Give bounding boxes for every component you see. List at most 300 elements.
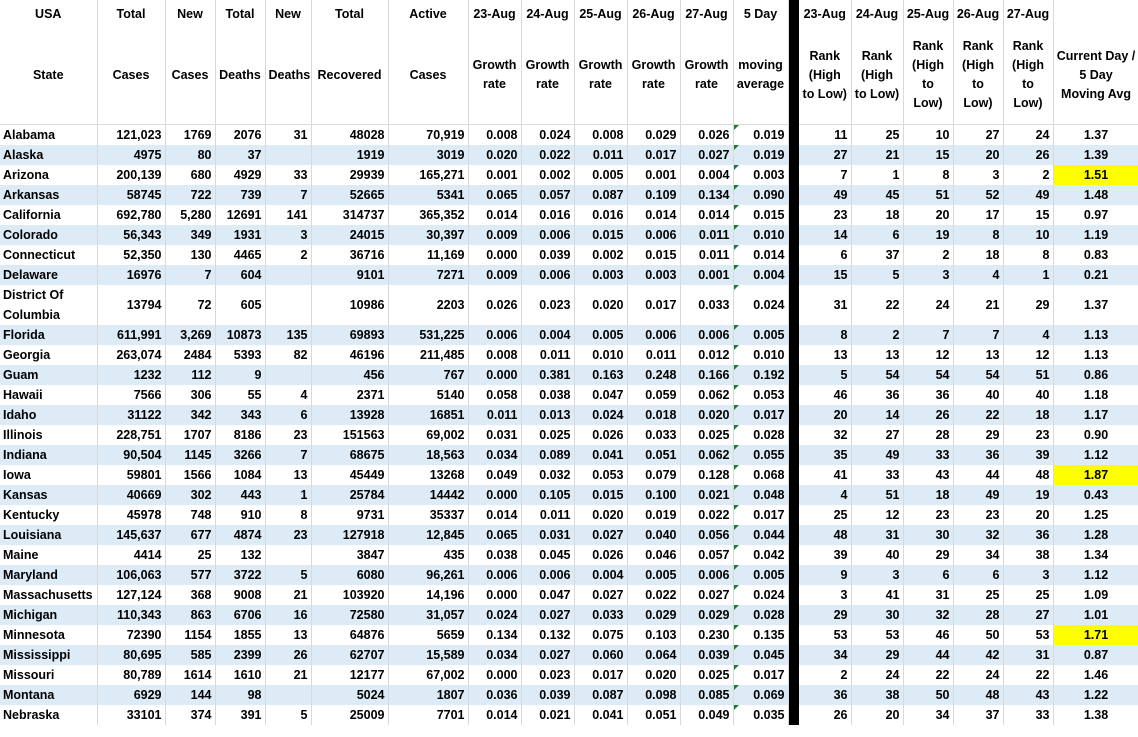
data-cell: 18 <box>851 205 903 225</box>
data-cell: 0.051 <box>627 445 680 465</box>
data-cell: 531,225 <box>388 325 468 345</box>
data-cell: 0.029 <box>627 605 680 625</box>
data-cell: 0.027 <box>521 605 574 625</box>
data-cell: 0.044 <box>733 525 788 545</box>
state-name: Kansas <box>0 485 97 505</box>
data-cell: 18 <box>1003 405 1053 425</box>
data-cell: 0.031 <box>468 425 521 445</box>
data-cell: 19 <box>903 225 953 245</box>
data-cell: 36 <box>851 385 903 405</box>
data-cell: 0.016 <box>521 205 574 225</box>
column-divider <box>788 325 799 345</box>
data-cell: 1.19 <box>1053 225 1138 245</box>
data-cell: 1154 <box>165 625 215 645</box>
data-cell: 32 <box>903 605 953 625</box>
data-cell: 10873 <box>215 325 265 345</box>
data-cell: 9101 <box>311 265 388 285</box>
data-cell: 0.83 <box>1053 245 1138 265</box>
data-cell: 58745 <box>97 185 165 205</box>
data-cell: 10 <box>1003 225 1053 245</box>
data-cell: 0.024 <box>574 405 627 425</box>
table-row <box>0 325 1138 345</box>
data-cell: 1.39 <box>1053 145 1138 165</box>
data-cell: 0.019 <box>733 145 788 165</box>
data-cell: 32 <box>953 525 1003 545</box>
data-cell: 23 <box>953 505 1003 525</box>
data-cell: 0.040 <box>627 525 680 545</box>
data-cell: 0.062 <box>680 385 733 405</box>
data-cell: 53 <box>799 625 851 645</box>
data-cell: 2 <box>265 245 311 265</box>
data-cell: 0.011 <box>468 405 521 425</box>
table-row <box>0 265 1138 285</box>
data-cell: 27 <box>953 124 1003 145</box>
data-cell: 26 <box>903 405 953 425</box>
data-cell: 22 <box>903 665 953 685</box>
state-name: Iowa <box>0 465 97 485</box>
data-cell: 0.008 <box>468 345 521 365</box>
data-cell: 0.025 <box>680 425 733 445</box>
table-row <box>0 625 1138 645</box>
header-cell: Rank (High to Low) <box>851 27 903 124</box>
data-cell: 13 <box>799 345 851 365</box>
data-cell: 0.087 <box>574 685 627 705</box>
data-cell: 0.005 <box>627 565 680 585</box>
data-cell: 14 <box>851 405 903 425</box>
data-cell: 0.024 <box>733 585 788 605</box>
data-cell: 54 <box>851 365 903 385</box>
data-cell: 23 <box>1003 425 1053 445</box>
data-cell: 391 <box>215 705 265 725</box>
data-cell: 0.000 <box>468 665 521 685</box>
data-cell: 0.048 <box>733 485 788 505</box>
data-cell: 6 <box>953 565 1003 585</box>
data-cell: 80,695 <box>97 645 165 665</box>
data-cell: 0.86 <box>1053 365 1138 385</box>
data-cell: 31 <box>799 285 851 325</box>
data-cell: 56,343 <box>97 225 165 245</box>
data-cell: 67,002 <box>388 665 468 685</box>
data-cell: 0.025 <box>521 425 574 445</box>
data-cell: 1084 <box>215 465 265 485</box>
column-divider <box>788 225 799 245</box>
data-cell: 31 <box>903 585 953 605</box>
data-cell: 6706 <box>215 605 265 625</box>
data-cell: 0.024 <box>468 605 521 625</box>
data-cell: 8 <box>799 325 851 345</box>
state-name: Colorado <box>0 225 97 245</box>
data-cell: 0.033 <box>627 425 680 445</box>
data-cell: 23 <box>903 505 953 525</box>
column-divider <box>788 205 799 225</box>
state-name: Illinois <box>0 425 97 445</box>
data-cell: 8 <box>953 225 1003 245</box>
data-cell: 0.005 <box>574 325 627 345</box>
data-cell: 3 <box>953 165 1003 185</box>
data-cell: 25 <box>799 505 851 525</box>
data-cell: 0.009 <box>468 265 521 285</box>
data-cell: 0.003 <box>627 265 680 285</box>
data-cell: 0.006 <box>680 565 733 585</box>
data-cell: 49 <box>799 185 851 205</box>
data-cell: 1.37 <box>1053 285 1138 325</box>
state-name: Florida <box>0 325 97 345</box>
data-cell: 0.000 <box>468 585 521 605</box>
data-cell: 37 <box>953 705 1003 725</box>
data-cell: 3 <box>799 585 851 605</box>
data-cell: 14 <box>799 225 851 245</box>
data-cell: 0.053 <box>733 385 788 405</box>
header-row-top <box>0 0 1138 27</box>
state-name: Michigan <box>0 605 97 625</box>
data-cell: 0.049 <box>680 705 733 725</box>
data-cell: 25 <box>1003 585 1053 605</box>
data-cell: 31122 <box>97 405 165 425</box>
data-cell: 0.87 <box>1053 645 1138 665</box>
data-cell: 722 <box>165 185 215 205</box>
data-cell: 0.021 <box>680 485 733 505</box>
state-name: Arizona <box>0 165 97 185</box>
data-cell: 0.026 <box>680 124 733 145</box>
header-cell: Rank (High to Low) <box>1003 27 1053 124</box>
data-cell: 11,169 <box>388 245 468 265</box>
state-name: Georgia <box>0 345 97 365</box>
data-cell: 7 <box>265 185 311 205</box>
data-cell: 0.047 <box>521 585 574 605</box>
data-cell: 1.18 <box>1053 385 1138 405</box>
column-divider <box>788 605 799 625</box>
data-cell: 5 <box>265 565 311 585</box>
data-cell: 0.014 <box>627 205 680 225</box>
data-cell: 0.001 <box>680 265 733 285</box>
data-cell: 0.036 <box>468 685 521 705</box>
data-cell: 40669 <box>97 485 165 505</box>
data-cell: 38 <box>1003 545 1053 565</box>
data-cell: 7271 <box>388 265 468 285</box>
data-cell: 45978 <box>97 505 165 525</box>
data-cell: 34 <box>953 545 1003 565</box>
data-cell: 0.020 <box>574 505 627 525</box>
header-cell: Growth rate <box>521 27 574 124</box>
data-cell: 36 <box>953 445 1003 465</box>
data-cell: 863 <box>165 605 215 625</box>
data-cell: 130 <box>165 245 215 265</box>
data-cell: 577 <box>165 565 215 585</box>
header-cell: 27-Aug <box>680 0 733 27</box>
data-cell: 4 <box>799 485 851 505</box>
data-cell: 40 <box>953 385 1003 405</box>
column-divider <box>788 685 799 705</box>
header-cell: Deaths <box>215 27 265 124</box>
data-cell: 2484 <box>165 345 215 365</box>
column-divider <box>788 405 799 425</box>
data-cell: 0.019 <box>627 505 680 525</box>
data-cell: 11 <box>799 124 851 145</box>
column-divider <box>788 445 799 465</box>
header-cell: Rank (High to Low) <box>903 27 953 124</box>
data-cell: 25 <box>851 124 903 145</box>
data-cell: 0.109 <box>627 185 680 205</box>
header-cell: Active <box>388 0 468 27</box>
data-cell: 8 <box>903 165 953 185</box>
data-cell: 0.033 <box>680 285 733 325</box>
column-divider <box>788 27 799 124</box>
data-cell: 10 <box>903 124 953 145</box>
data-cell: 36716 <box>311 245 388 265</box>
data-cell: 306 <box>165 385 215 405</box>
data-cell: 0.015 <box>627 245 680 265</box>
data-cell: 69,002 <box>388 425 468 445</box>
state-name: Louisiana <box>0 525 97 545</box>
data-cell: 0.017 <box>627 145 680 165</box>
data-cell: 72 <box>165 285 215 325</box>
data-cell: 0.003 <box>733 165 788 185</box>
data-cell: 0.051 <box>627 705 680 725</box>
data-cell: 0.079 <box>627 465 680 485</box>
data-cell: 48028 <box>311 124 388 145</box>
data-cell: 5,280 <box>165 205 215 225</box>
data-cell: 53 <box>1003 625 1053 645</box>
data-cell: 4929 <box>215 165 265 185</box>
data-cell: 1.25 <box>1053 505 1138 525</box>
header-cell: Growth rate <box>680 27 733 124</box>
data-cell: 0.041 <box>574 705 627 725</box>
data-cell: 9008 <box>215 585 265 605</box>
data-cell: 18 <box>953 245 1003 265</box>
data-cell: 33101 <box>97 705 165 725</box>
data-cell: 5 <box>265 705 311 725</box>
state-name: California <box>0 205 97 225</box>
data-cell: 36 <box>903 385 953 405</box>
table-row <box>0 124 1138 145</box>
data-cell: 0.027 <box>680 585 733 605</box>
data-cell: 0.020 <box>627 665 680 685</box>
table-row <box>0 285 1138 325</box>
table-row <box>0 425 1138 445</box>
data-cell: 16 <box>265 605 311 625</box>
data-cell: 0.001 <box>627 165 680 185</box>
data-cell: 0.97 <box>1053 205 1138 225</box>
table-row <box>0 485 1138 505</box>
data-cell: 52 <box>953 185 1003 205</box>
header-cell: 26-Aug <box>627 0 680 27</box>
data-cell: 5024 <box>311 685 388 705</box>
data-cell: 25 <box>953 585 1003 605</box>
data-cell: 374 <box>165 705 215 725</box>
data-cell: 2371 <box>311 385 388 405</box>
data-cell: 23 <box>265 525 311 545</box>
data-cell: 0.041 <box>574 445 627 465</box>
data-cell: 15 <box>799 265 851 285</box>
data-cell: 0.001 <box>468 165 521 185</box>
data-cell: 0.011 <box>521 345 574 365</box>
data-cell: 1.22 <box>1053 685 1138 705</box>
state-name: Guam <box>0 365 97 385</box>
data-cell: 0.015 <box>574 485 627 505</box>
data-cell: 1566 <box>165 465 215 485</box>
data-cell: 54 <box>903 365 953 385</box>
data-cell: 0.057 <box>680 545 733 565</box>
data-cell: 39 <box>1003 445 1053 465</box>
data-cell: 0.006 <box>521 265 574 285</box>
state-name: Montana <box>0 685 97 705</box>
data-cell: 0.058 <box>468 385 521 405</box>
data-cell: 15 <box>1003 205 1053 225</box>
header-row-bottom <box>0 27 1138 124</box>
data-cell: 12177 <box>311 665 388 685</box>
data-cell: 0.000 <box>468 245 521 265</box>
data-cell: 2 <box>799 665 851 685</box>
data-cell: 767 <box>388 365 468 385</box>
table-row <box>0 385 1138 405</box>
header-cell: Rank (High to Low) <box>799 27 851 124</box>
header-cell: Cases <box>388 27 468 124</box>
column-divider <box>788 465 799 485</box>
data-cell: 43 <box>1003 685 1053 705</box>
data-cell: 611,991 <box>97 325 165 345</box>
data-cell: 0.006 <box>521 565 574 585</box>
table-row <box>0 565 1138 585</box>
data-cell <box>265 545 311 565</box>
data-cell: 0.038 <box>468 545 521 565</box>
column-divider <box>788 0 799 27</box>
data-cell: 15,589 <box>388 645 468 665</box>
data-cell <box>265 285 311 325</box>
data-cell: 27 <box>799 145 851 165</box>
header-cell <box>1053 0 1138 27</box>
data-cell: 13 <box>265 625 311 645</box>
data-cell: 0.039 <box>521 685 574 705</box>
data-cell: 5341 <box>388 185 468 205</box>
data-cell: 8186 <box>215 425 265 445</box>
data-cell: 5 <box>851 265 903 285</box>
state-name: District Of Columbia <box>0 285 97 325</box>
data-cell: 605 <box>215 285 265 325</box>
data-cell: 0.031 <box>521 525 574 545</box>
data-cell: 0.017 <box>627 285 680 325</box>
data-cell: 22 <box>851 285 903 325</box>
data-cell: 4465 <box>215 245 265 265</box>
data-cell: 3 <box>851 565 903 585</box>
data-cell: 435 <box>388 545 468 565</box>
table-row <box>0 365 1138 385</box>
table-row <box>0 345 1138 365</box>
data-cell: 1.34 <box>1053 545 1138 565</box>
data-cell: 0.005 <box>733 565 788 585</box>
data-cell: 24 <box>851 665 903 685</box>
data-cell: 0.042 <box>733 545 788 565</box>
column-divider <box>788 525 799 545</box>
data-cell: 0.011 <box>521 505 574 525</box>
table-row <box>0 225 1138 245</box>
data-cell: 200,139 <box>97 165 165 185</box>
state-name: Mississippi <box>0 645 97 665</box>
data-cell: 910 <box>215 505 265 525</box>
data-cell <box>265 685 311 705</box>
data-cell: 18,563 <box>388 445 468 465</box>
data-cell: 1.01 <box>1053 605 1138 625</box>
data-cell: 0.034 <box>468 645 521 665</box>
data-cell: 1.13 <box>1053 345 1138 365</box>
data-cell: 1807 <box>388 685 468 705</box>
data-cell: 680 <box>165 165 215 185</box>
data-cell: 0.089 <box>521 445 574 465</box>
data-cell: 13 <box>265 465 311 485</box>
data-cell: 0.014 <box>733 245 788 265</box>
state-name: Indiana <box>0 445 97 465</box>
data-cell: 28 <box>953 605 1003 625</box>
data-cell: 135 <box>265 325 311 345</box>
data-cell: 12,845 <box>388 525 468 545</box>
data-cell: 0.028 <box>733 605 788 625</box>
header-cell: Growth rate <box>468 27 521 124</box>
data-cell: 5 <box>799 365 851 385</box>
data-cell: 6 <box>799 245 851 265</box>
header-cell: Growth rate <box>574 27 627 124</box>
data-cell: 41 <box>851 585 903 605</box>
data-cell: 21 <box>265 665 311 685</box>
data-cell: 1.46 <box>1053 665 1138 685</box>
data-cell: 604 <box>215 265 265 285</box>
data-cell: 6 <box>851 225 903 245</box>
data-cell: 0.065 <box>468 185 521 205</box>
data-cell: 0.008 <box>574 124 627 145</box>
data-cell: 443 <box>215 485 265 505</box>
data-cell: 26 <box>265 645 311 665</box>
data-cell: 55 <box>215 385 265 405</box>
data-cell: 141 <box>265 205 311 225</box>
data-cell: 32 <box>799 425 851 445</box>
column-divider <box>788 165 799 185</box>
data-cell: 13 <box>851 345 903 365</box>
data-cell: 3722 <box>215 565 265 585</box>
data-cell: 0.062 <box>680 445 733 465</box>
column-divider <box>788 545 799 565</box>
data-cell: 302 <box>165 485 215 505</box>
header-cell: Cases <box>97 27 165 124</box>
data-cell: 0.027 <box>574 585 627 605</box>
data-cell: 0.011 <box>574 145 627 165</box>
data-cell: 132 <box>215 545 265 565</box>
data-cell: 69893 <box>311 325 388 345</box>
data-cell: 1.28 <box>1053 525 1138 545</box>
data-cell: 0.069 <box>733 685 788 705</box>
data-cell: 0.000 <box>468 365 521 385</box>
data-cell: 1919 <box>311 145 388 165</box>
data-cell: 0.017 <box>733 405 788 425</box>
state-name: Missouri <box>0 665 97 685</box>
data-cell: 0.024 <box>521 124 574 145</box>
data-cell: 1.87 <box>1053 465 1138 485</box>
data-cell: 0.057 <box>521 185 574 205</box>
state-name: Hawaii <box>0 385 97 405</box>
data-cell: 127,124 <box>97 585 165 605</box>
state-name: Idaho <box>0 405 97 425</box>
data-cell: 4414 <box>97 545 165 565</box>
data-cell: 16976 <box>97 265 165 285</box>
data-cell: 30 <box>851 605 903 625</box>
data-cell: 0.023 <box>521 285 574 325</box>
data-cell: 7566 <box>97 385 165 405</box>
data-cell: 39 <box>799 545 851 565</box>
data-cell: 46 <box>903 625 953 645</box>
data-cell: 25009 <box>311 705 388 725</box>
data-cell: 23 <box>265 425 311 445</box>
data-cell: 0.020 <box>680 405 733 425</box>
data-cell: 1.12 <box>1053 565 1138 585</box>
data-cell: 96,261 <box>388 565 468 585</box>
data-cell: 0.21 <box>1053 265 1138 285</box>
